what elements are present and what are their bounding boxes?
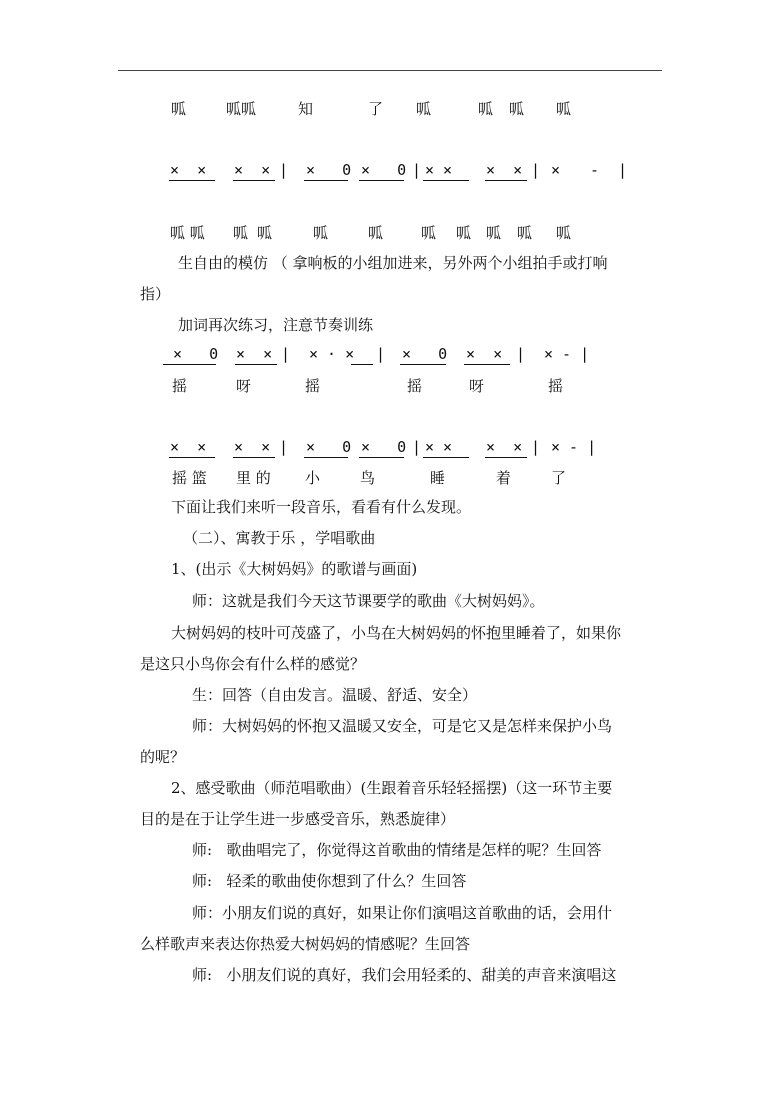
- rhythm-note: × ×: [425, 161, 453, 179]
- rhythm-note: × ×: [236, 345, 273, 363]
- beam: [464, 364, 510, 365]
- rhythm-note: × ×: [170, 161, 207, 179]
- lyric: 呱: [416, 100, 432, 118]
- lyric: 呀: [236, 377, 252, 395]
- lyric: 摇: [305, 377, 321, 395]
- lyric: 呱: [478, 100, 494, 118]
- barline: |: [516, 345, 526, 363]
- lyric: 摇: [407, 377, 423, 395]
- paragraph: 师: 歌曲唱完了，你觉得这首歌曲的情绪是怎样的呢？生回答: [192, 841, 602, 859]
- beam: [235, 364, 277, 365]
- lyric: 呱: [456, 224, 472, 242]
- beam: [359, 457, 404, 458]
- beam: [304, 180, 348, 181]
- lyric: 呱: [257, 224, 273, 242]
- beam: [351, 364, 373, 365]
- paragraph: 生自由的模仿 （ 拿响板的小组加进来，另外两个小组拍手或打响: [178, 254, 608, 272]
- rhythm-note: × 0: [361, 161, 407, 179]
- lyric: 里 的: [236, 469, 271, 487]
- lyric: 了: [551, 469, 567, 487]
- lyric: 摇 篮: [172, 469, 207, 487]
- rhythm-note: × ×: [234, 161, 271, 179]
- paragraph: 大树妈妈的枝叶可茂盛了，小鸟在大树妈妈的怀抱里睡着了，如果你: [171, 624, 622, 642]
- rhythm-note: × 0: [306, 161, 352, 179]
- rhythm-note: × ×: [466, 345, 503, 363]
- lyric: 呱: [517, 224, 533, 242]
- paragraph: 师: 轻柔的歌曲使你想到了什么？生回答: [192, 872, 467, 890]
- lyric: 呀: [469, 377, 485, 395]
- paragraph: 指）: [140, 285, 171, 303]
- rhythm-note: × ×: [486, 438, 523, 456]
- lyric: 知: [298, 100, 314, 118]
- header-rule: [118, 70, 662, 71]
- rhythm-note: × ×: [425, 438, 453, 456]
- lyric: 呱呱: [226, 100, 257, 118]
- paragraph: 的呢？: [140, 748, 186, 766]
- paragraph: 加词再次练习，注意节奏训练: [178, 316, 374, 334]
- paragraph: 目的是在于让学生进一步感受音乐，熟悉旋律）: [140, 810, 456, 828]
- rhythm-note: × 0: [402, 345, 448, 363]
- lyric: 呱: [486, 224, 502, 242]
- beam: [359, 180, 404, 181]
- rhythm-note: × 0: [173, 345, 219, 363]
- lyric: 小: [305, 469, 321, 487]
- paragraph: 师: 小朋友们说的真好，我们会用轻柔的、甜美的声音来演唱这: [192, 966, 617, 984]
- rhythm-note: × ×: [234, 438, 271, 456]
- paragraph: 师：大树妈妈的怀抱又温暖又安全，可是它又是怎样来保护小鸟: [192, 717, 613, 735]
- beam: [423, 180, 469, 181]
- paragraph: 师：这就是我们今天这节课要学的歌曲《大树妈妈》。: [192, 592, 545, 610]
- list-item: 2、感受歌曲（师范唱歌曲）(生跟着音乐轻轻摇摆)（这一环节主要: [171, 779, 613, 797]
- barline: |: [281, 345, 291, 363]
- lyric: 鸟: [360, 469, 376, 487]
- beam: [163, 364, 216, 365]
- list-item: 1、(出示《大树妈妈》的歌谱与画面): [171, 560, 418, 578]
- lyric: 呱: [556, 224, 572, 242]
- paragraph: 下面让我们来听一段音乐，看看有什么发现。: [171, 498, 472, 516]
- barline: |: [279, 438, 289, 456]
- lyric: 摇: [548, 377, 564, 395]
- rhythm-note: × ×: [486, 161, 523, 179]
- lyric: 呱: [368, 224, 384, 242]
- barline: |: [618, 161, 628, 179]
- paragraph: 么样歌声来表达你热爱大树妈妈的情感呢？生回答: [140, 935, 471, 953]
- rhythm-note: × - |: [544, 345, 590, 363]
- section-heading: （二）、寓教于乐 ，学唱歌曲: [183, 529, 376, 547]
- lyric: 睡: [430, 469, 446, 487]
- lyric: 呱: [313, 224, 329, 242]
- dash: -: [590, 161, 600, 179]
- beam: [423, 457, 469, 458]
- lyric: 着: [496, 469, 512, 487]
- paragraph: 是这只小鸟你会有什么样的感觉？: [140, 655, 366, 673]
- lyric: 摇: [172, 377, 188, 395]
- beam: [304, 457, 348, 458]
- beam: [485, 457, 527, 458]
- beam: [233, 457, 275, 458]
- lyric: 呱: [421, 224, 437, 242]
- rhythm-note: ×: [551, 161, 561, 179]
- barline: |: [279, 161, 289, 179]
- beam: [485, 180, 527, 181]
- barline: |: [531, 161, 541, 179]
- rhythm-note: × 0: [361, 438, 407, 456]
- barline: |: [531, 438, 541, 456]
- lyric: 呱: [233, 224, 249, 242]
- lyric: 了: [368, 100, 384, 118]
- rhythm-note: × 0: [306, 438, 352, 456]
- lyric: 呱: [171, 100, 187, 118]
- lyric: 呱 呱: [170, 224, 205, 242]
- lyric: 呱: [509, 100, 525, 118]
- paragraph: 师：小朋友们说的真好，如果让你们演唱这首歌曲的话，会用什: [192, 904, 613, 922]
- rhythm-note: × - |: [551, 438, 597, 456]
- barline: |: [412, 161, 422, 179]
- barline: |: [412, 438, 422, 456]
- paragraph: 生：回答（自由发言。温暖、舒适、安全）: [192, 686, 478, 704]
- beam: [169, 457, 215, 458]
- rhythm-note: × ×: [170, 438, 207, 456]
- beam: [233, 180, 275, 181]
- barline: |: [376, 345, 386, 363]
- beam: [400, 364, 446, 365]
- lyric: 呱: [556, 100, 572, 118]
- beam: [169, 180, 215, 181]
- rhythm-note: × · ×: [309, 345, 355, 363]
